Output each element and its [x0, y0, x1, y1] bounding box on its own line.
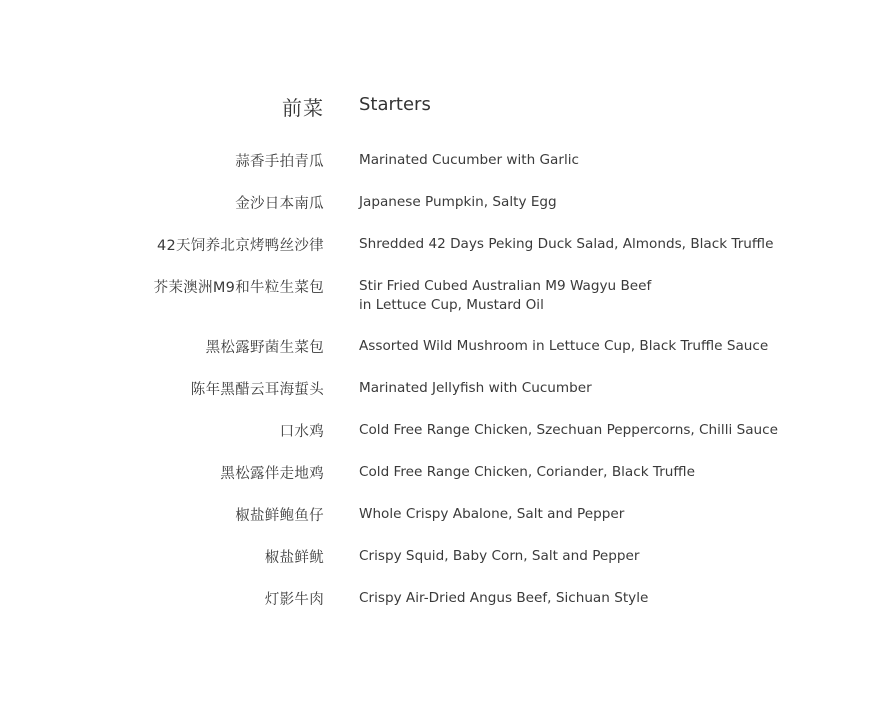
section-title-zh: 前菜: [282, 96, 324, 120]
menu-item: [0, 190, 890, 232]
menu-item: [0, 502, 890, 544]
menu-list: [0, 148, 890, 628]
dish-name-en: Cold Free Range Chicken, Coriander, Black Truffle: [359, 464, 695, 480]
dish-name-en: Crispy Air-Dried Angus Beef, Sichuan Style: [359, 590, 649, 606]
dish-name-zh: 黑松露野菌生菜包: [205, 340, 324, 356]
menu-item: [0, 148, 890, 190]
menu-item: [0, 460, 890, 502]
dish-name-en: Whole Crispy Abalone, Salt and Pepper: [359, 506, 625, 522]
section-header: [0, 90, 890, 124]
dish-name-zh: 芥茉澳洲M9和牛粒生菜包: [153, 280, 324, 296]
dish-name-en: Marinated Jellyfish with Cucumber: [359, 380, 592, 396]
dish-name-zh: 口水鸡: [279, 424, 324, 440]
menu-item: [0, 376, 890, 418]
dish-name-zh: 椒盐鲜鲍鱼仔: [235, 508, 324, 524]
menu-item: [0, 334, 890, 376]
dish-name-en: Shredded 42 Days Peking Duck Salad, Almonds, Black Truffle: [359, 236, 774, 252]
dish-name-en: Stir Fried Cubed Australian M9 Wagyu Beef in Lettuce Cup, Mustard Oil: [359, 278, 652, 313]
dish-name-zh: 陈年黑醋云耳海蜇头: [190, 382, 324, 398]
section-title-en: Starters: [359, 94, 431, 115]
dish-name-en: Cold Free Range Chicken, Szechuan Peppercorns, Chilli Sauce: [359, 422, 778, 438]
menu-item: [0, 586, 890, 628]
menu-item: [0, 232, 890, 274]
menu-item: [0, 274, 890, 334]
dish-name-zh: 蒜香手拍青瓜: [235, 154, 324, 170]
dish-name-zh: 42天饲养北京烤鸭丝沙律: [156, 238, 324, 254]
dish-name-en: Marinated Cucumber with Garlic: [359, 152, 579, 168]
dish-name-zh: 金沙日本南瓜: [235, 196, 324, 212]
dish-name-zh: 黑松露伴走地鸡: [220, 466, 324, 482]
menu-item: [0, 418, 890, 460]
dish-name-en: Crispy Squid, Baby Corn, Salt and Pepper: [359, 548, 640, 564]
dish-name-zh: 灯影牛肉: [264, 592, 324, 608]
dish-name-en: Assorted Wild Mushroom in Lettuce Cup, Black Truffle Sauce: [359, 338, 769, 354]
menu-item: [0, 544, 890, 586]
dish-name-zh: 椒盐鲜鱿: [264, 550, 324, 566]
dish-name-en: Japanese Pumpkin, Salty Egg: [359, 194, 557, 210]
